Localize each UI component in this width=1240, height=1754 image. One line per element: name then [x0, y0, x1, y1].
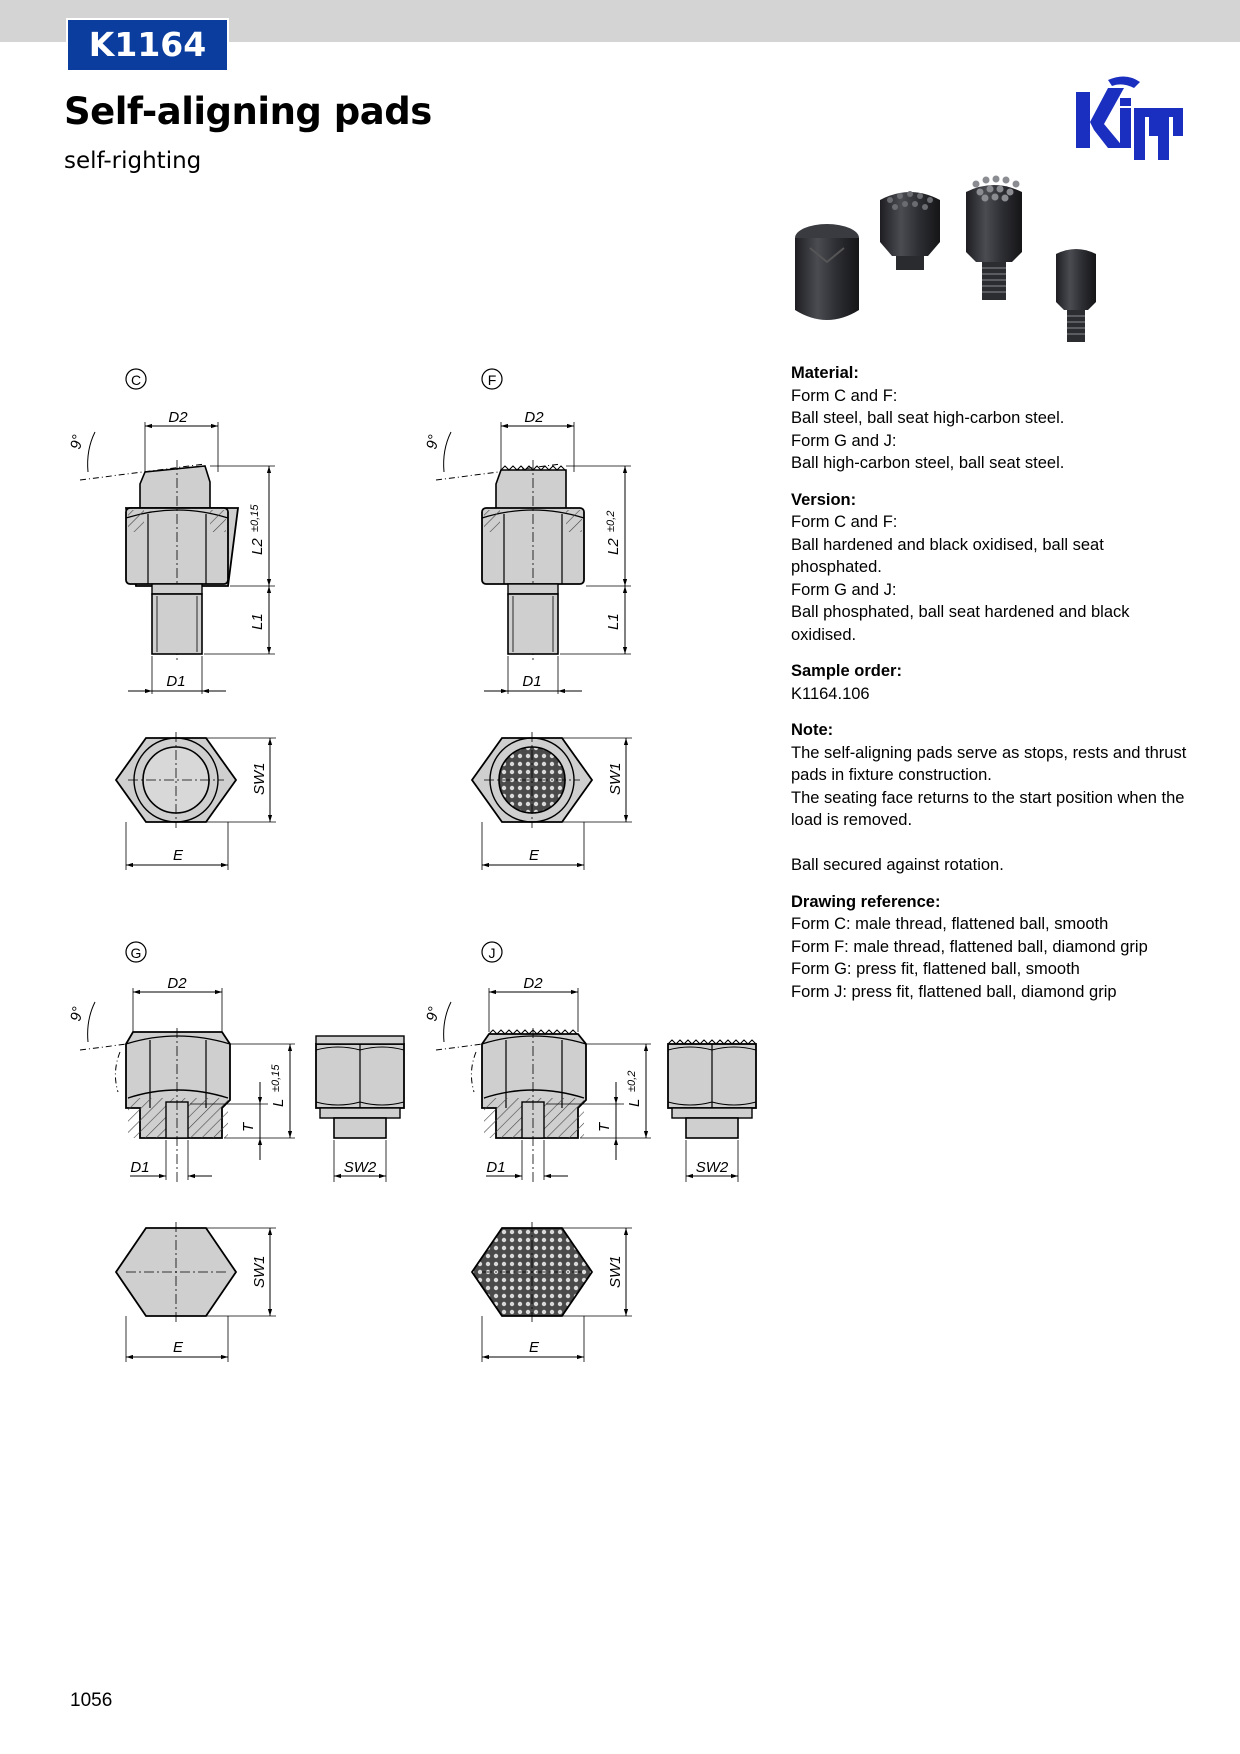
sample-order-value: K1164.106 [791, 684, 870, 703]
drawing-reference-section [791, 891, 1191, 1004]
page-title: Self-aligning pads [64, 90, 432, 133]
form-f-label: F [487, 372, 497, 388]
form-j-l-label: L [626, 1098, 643, 1107]
note-section [791, 719, 1191, 877]
product-photo [780, 170, 1140, 350]
form-j-sw2-label: SW2 [695, 1159, 729, 1176]
sample-order-section [791, 660, 1191, 705]
note-line: load is removed. [791, 811, 913, 829]
page-number: 1056 [70, 1690, 113, 1711]
version-section [791, 489, 1191, 647]
drawing-reference-line: Form C: male thread, flattened ball, smooth [791, 915, 1109, 933]
form-c-drawing [67, 369, 276, 870]
form-c-d2-label: D2 [168, 409, 188, 426]
form-g-label: G [130, 945, 142, 961]
material-line: Ball high-carbon steel, ball seat steel. [791, 454, 1065, 472]
version-line: Form G and J: [791, 580, 897, 599]
version-line: oxidised. [791, 625, 857, 644]
form-c-sw1-label: SW1 [251, 762, 268, 795]
kipp-logo [1074, 74, 1186, 160]
drawing-reference-heading: Drawing reference: [791, 892, 941, 911]
product-code-badge: K1164 [66, 18, 229, 72]
form-f-l2-tol: ±0,2 [605, 510, 617, 532]
form-g-angle: 9° [67, 1005, 87, 1023]
pad-photo-4 [1056, 249, 1096, 342]
form-c-l2-label: L2 [249, 538, 266, 555]
form-c-d1-label: D1 [166, 673, 186, 690]
form-g-sw1-label: SW1 [251, 1255, 268, 1288]
form-j-sw1-label: SW1 [607, 1255, 624, 1288]
pad-photo-2 [880, 191, 940, 270]
form-c-angle: 9° [67, 433, 87, 451]
note-line: The self-aligning pads serve as stops, rests and thrust [791, 743, 1187, 762]
form-j-d2-label: D2 [523, 975, 543, 992]
form-j-drawing [423, 942, 756, 1362]
form-f-l1-label: L1 [605, 613, 622, 630]
info-column [791, 362, 1191, 1017]
version-line: Form C and F: [791, 513, 898, 531]
material-line: Form C and F: [791, 386, 898, 405]
form-g-d2-label: D2 [167, 975, 187, 992]
pad-photo-3 [966, 176, 1022, 301]
form-g-e-label: E [172, 1339, 184, 1356]
logo-text: Kipp [1074, 74, 1077, 75]
form-j-t-label: T [596, 1122, 613, 1132]
technical-drawings [0, 360, 780, 1400]
material-section [791, 362, 1191, 475]
form-f-drawing [423, 369, 632, 870]
form-j-l-tol: ±0,2 [626, 1070, 638, 1092]
form-f-angle: 9° [423, 433, 443, 451]
form-c-label: C [130, 372, 142, 388]
form-j-d1-label: D1 [486, 1159, 506, 1176]
form-f-sw1-label: SW1 [607, 762, 624, 795]
form-g-sw2-label: SW2 [343, 1159, 377, 1176]
form-g-l-tol: ±0,15 [270, 1064, 282, 1092]
form-g-t-label: T [240, 1122, 257, 1132]
form-f-e-label: E [528, 847, 540, 864]
note-heading: Note: [791, 721, 834, 739]
form-j-label: J [488, 945, 496, 961]
form-j-e-label: E [528, 1339, 540, 1356]
material-line: Ball steel, ball seat high-carbon steel. [791, 409, 1065, 427]
form-f-d2-label: D2 [524, 409, 544, 426]
note-line: The seating face returns to the start position when the [791, 788, 1185, 807]
version-line: phosphated. [791, 558, 882, 576]
drawing-reference-line: Form F: male thread, flattened ball, diamond grip [791, 937, 1148, 956]
form-j-angle: 9° [423, 1005, 443, 1023]
form-f-l2-label: L2 [605, 538, 622, 555]
drawing-reference-line: Form G: press fit, flattened ball, smooth [791, 960, 1080, 978]
form-c-e-label: E [172, 847, 184, 864]
form-c-l1-label: L1 [249, 613, 266, 630]
form-f-d1-label: D1 [522, 673, 542, 690]
drawing-reference-line: Form J: press fit, flattened ball, diamond grip [791, 982, 1117, 1001]
version-line: Ball hardened and black oxidised, ball seat [791, 535, 1104, 554]
sample-order-heading: Sample order: [791, 662, 902, 680]
note-extra: Ball secured against rotation. [791, 856, 1004, 874]
material-line: Form G and J: [791, 431, 897, 450]
version-line: Ball phosphated, ball seat hardened and black [791, 603, 1130, 621]
material-heading: Material: [791, 364, 859, 382]
version-heading: Version: [791, 490, 857, 509]
form-g-d1-label: D1 [130, 1159, 150, 1176]
pad-photo-1 [795, 224, 859, 320]
form-c-l2-tol: ±0,15 [249, 504, 261, 532]
form-g-l-label: L [270, 1098, 287, 1107]
page-subtitle: self-righting [64, 148, 202, 174]
form-g-drawing [67, 942, 404, 1362]
note-line: pads in fixture construction. [791, 766, 992, 784]
